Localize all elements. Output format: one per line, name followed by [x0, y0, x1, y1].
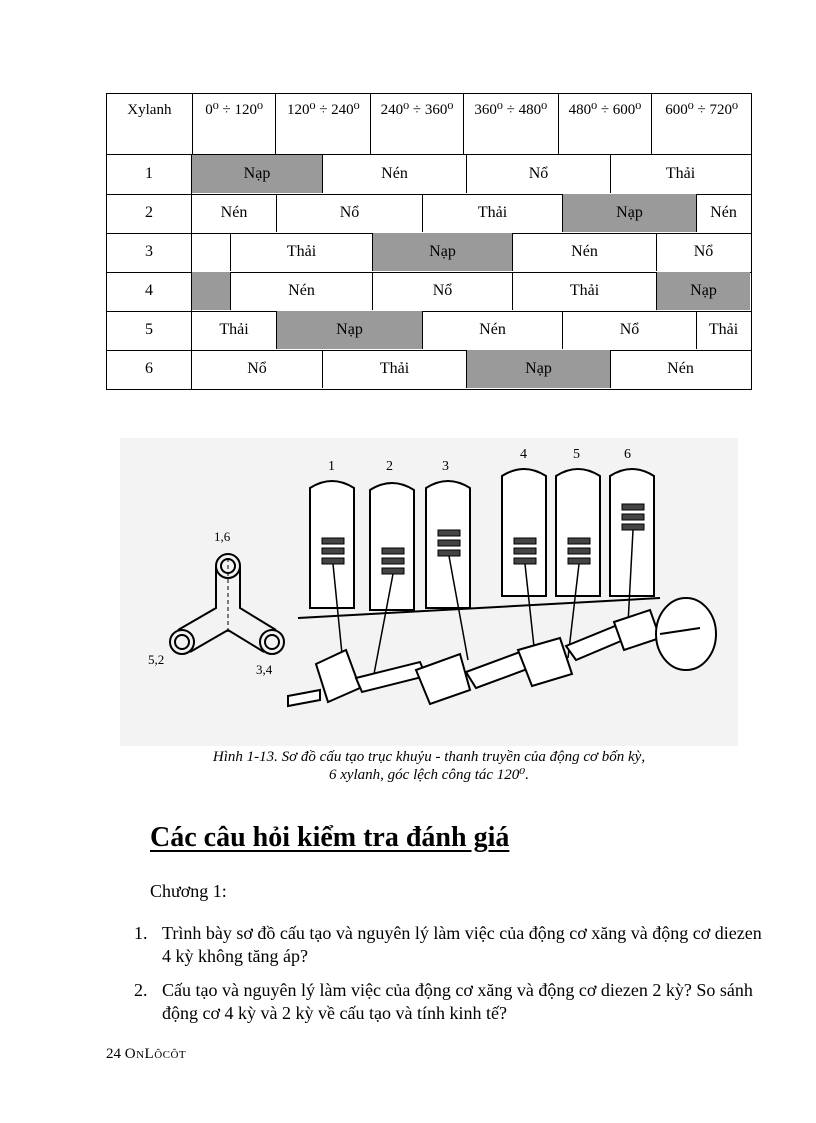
question-item: [134, 979, 764, 1025]
header-col-1: 0⁰ ÷ 120⁰: [192, 94, 276, 154]
caption-line-1: Hình 1-13. Sơ đồ cấu tạo trục khuỷu - thanh truyền của động cơ bốn kỳ,: [212, 749, 646, 765]
question-number: 2.: [134, 980, 148, 1000]
cylinder-number: 5: [107, 311, 192, 350]
header-col-4: 360⁰ ÷ 480⁰: [463, 94, 558, 154]
table-header: [106, 93, 752, 155]
question-item: [134, 922, 764, 968]
crank-label: 3,4: [256, 662, 273, 677]
cylinder-label: 3: [442, 459, 449, 474]
phase-cell: Nạp: [466, 350, 610, 388]
cylinder-number: 4: [107, 272, 192, 311]
phase-cell: [192, 233, 230, 271]
cylinder-number: 2: [107, 194, 192, 233]
crank-label: 5,2: [148, 652, 165, 667]
phase-cell: Nổ: [656, 233, 750, 271]
table-row-2: [106, 194, 752, 234]
crankshaft-drawing: [120, 438, 738, 746]
table-row-4: [106, 272, 752, 312]
question-text: Cấu tạo và nguyên lý làm việc của động cơ xăng và động cơ diezen 2 kỳ? So sánh động cơ 4 kỳ và 2 kỳ về cấu tạo và tính kinh tế?: [162, 980, 753, 1023]
cylinder-number: 3: [107, 233, 192, 272]
header-xylanh: Xylanh: [127, 102, 172, 118]
phase-cell: Thải: [512, 272, 656, 310]
page-number: 24: [106, 1046, 121, 1062]
page-footer: [106, 1046, 186, 1063]
phase-cell: Nén: [610, 350, 750, 388]
phase-cell: Thải: [230, 233, 372, 271]
table-row-1: [106, 155, 752, 195]
crank-star: [170, 554, 284, 654]
footer-brand: OnLôcôt: [124, 1046, 187, 1062]
phase-cell: [192, 272, 230, 310]
phase-cell: Nổ: [466, 155, 610, 193]
table-row-6: [106, 350, 752, 390]
cylinder-label: 1: [328, 459, 335, 474]
phase-cell: Nén: [230, 272, 372, 310]
phase-cell: Nén: [422, 311, 562, 349]
question-list: [134, 922, 764, 1036]
crankshaft-diagram: [120, 438, 738, 746]
cylinder-label: 4: [520, 447, 527, 462]
phase-cell: Nén: [220, 204, 248, 221]
cylinder-label: 2: [386, 459, 393, 474]
crank-label: 1,6: [214, 529, 231, 544]
chapter-label: Chương 1:: [150, 881, 227, 901]
cylinder-label: 5: [573, 447, 580, 462]
phase-cell: Nạp: [372, 233, 512, 271]
phase-cell: Nén: [696, 194, 750, 232]
phase-cell: Nổ: [247, 360, 267, 377]
phase-cell: Thải: [422, 194, 562, 232]
phase-cell: Nổ: [372, 272, 512, 310]
phase-cell: Thải: [610, 155, 750, 193]
phase-cell: Nổ: [562, 311, 696, 349]
firing-order-table: [106, 93, 752, 390]
cylinder-number: 6: [107, 350, 192, 389]
caption-line-2: 6 xylanh, góc lệch công tác 120⁰.: [328, 767, 530, 783]
phase-cell: Nạp: [192, 155, 322, 193]
phase-cell: Nổ: [276, 194, 422, 232]
table-row-3: [106, 233, 752, 273]
phase-cell: Nén: [322, 155, 466, 193]
phase-cell: Nạp: [276, 311, 422, 349]
cylinder-label: 6: [624, 447, 631, 462]
phase-cell: Thải: [219, 321, 249, 338]
question-text: Trình bày sơ đồ cấu tạo và nguyên lý làm việc của động cơ xăng và động cơ diezen 4 kỳ không tăng áp?: [162, 923, 762, 966]
section-heading: Các câu hỏi kiểm tra đánh giá: [150, 822, 510, 853]
header-col-3: 240⁰ ÷ 360⁰: [370, 94, 463, 154]
question-number: 1.: [134, 923, 148, 943]
phase-cell: Nạp: [562, 194, 696, 232]
header-col-2: 120⁰ ÷ 240⁰: [275, 94, 370, 154]
cylinder-block: [310, 469, 654, 610]
figure-caption: [106, 748, 752, 784]
phase-cell: Thải: [696, 311, 750, 349]
phase-cell: Nén: [512, 233, 656, 271]
table-row-5: [106, 311, 752, 351]
cylinder-number: 1: [107, 155, 192, 194]
header-col-6: 600⁰ ÷ 720⁰: [651, 94, 751, 154]
phase-cell: Thải: [322, 350, 466, 388]
header-col-5: 480⁰ ÷ 600⁰: [558, 94, 652, 154]
phase-cell: Nạp: [656, 272, 750, 310]
